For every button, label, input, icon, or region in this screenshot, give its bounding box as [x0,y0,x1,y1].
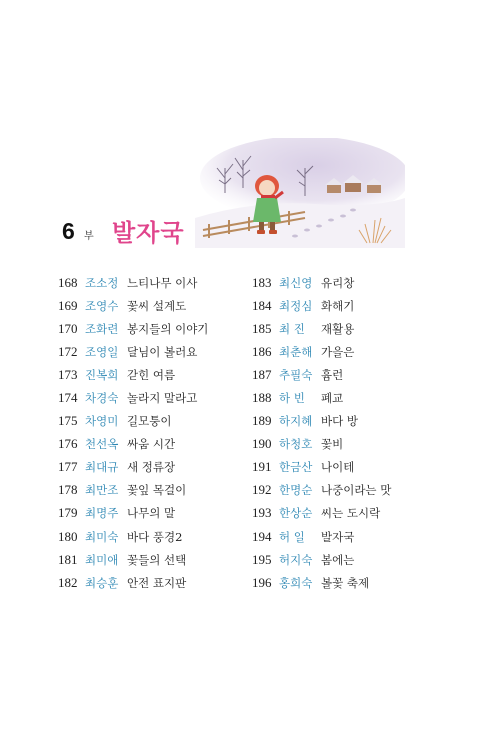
author-name: 천선옥 [85,437,119,452]
page-number: 176 [58,436,78,452]
toc-entry [252,363,391,386]
page-number: 180 [58,528,78,544]
toc-entry [58,456,208,479]
poem-title: 꽃비 [321,437,344,452]
page-number: 185 [252,320,272,336]
poem-title: 꽃잎 목걸이 [127,483,187,498]
toc-entry [58,271,208,294]
toc-entry [252,479,391,502]
author-name: 하청호 [279,437,313,452]
author-name: 차영미 [85,414,119,429]
author-name: 조소정 [85,275,119,290]
author-name: 조영일 [85,344,119,359]
author-name: 최 진 [279,321,305,336]
toc-entry [58,340,208,363]
author-name: 허 일 [279,529,305,544]
page-number: 173 [58,366,78,382]
poem-title: 가을은 [321,344,355,359]
poem-title: 꽃씨 설계도 [127,298,187,313]
page-number: 186 [252,343,272,359]
toc-entry [252,525,391,548]
poem-title: 봄에는 [321,552,355,567]
author-name: 최정심 [279,298,313,313]
toc-entry [252,433,391,456]
toc-entry [58,433,208,456]
author-name: 최미애 [85,552,119,567]
page-number: 188 [252,390,272,406]
author-name: 최명주 [85,506,119,521]
toc-entry [252,386,391,409]
author-name: 한명순 [279,483,313,498]
poem-title: 폐교 [321,391,344,406]
toc-entry [252,548,391,571]
page-number: 196 [252,574,272,590]
poem-title: 씨는 도시락 [321,506,381,521]
poem-title: 볼꽃 축제 [321,575,370,590]
page-number: 192 [252,482,272,498]
author-name: 차경숙 [85,391,119,406]
toc-left-column [58,271,208,594]
poem-title: 화해기 [321,298,355,313]
poem-title: 나이테 [321,460,355,475]
author-name: 최신영 [279,275,313,290]
poem-title: 새 정류장 [127,460,176,475]
author-name: 추필숙 [279,367,313,382]
author-name: 진복희 [85,367,119,382]
poem-title: 나중이라는 맛 [321,483,392,498]
author-name: 최승훈 [85,575,119,590]
toc-entry [252,410,391,433]
toc-entry [58,479,208,502]
toc-right-column [252,271,391,594]
toc-entry [252,294,391,317]
poem-title: 재활용 [321,321,355,336]
author-name: 한금산 [279,460,313,475]
author-name: 최미숙 [85,529,119,544]
author-name: 조화련 [85,321,119,336]
author-name: 한상순 [279,506,313,521]
page-number: 194 [252,528,272,544]
toc-entry [58,386,208,409]
toc-entry [58,294,208,317]
author-name: 허지숙 [279,552,313,567]
page-number: 191 [252,459,272,475]
toc-entry [58,363,208,386]
poem-title: 꽃들의 선택 [127,552,187,567]
page-number: 184 [252,297,272,313]
toc-entry [252,271,391,294]
toc-entry [58,571,208,594]
author-name: 하지혜 [279,414,313,429]
page-number: 178 [58,482,78,498]
page-number: 187 [252,366,272,382]
page-number: 175 [58,413,78,429]
poem-title: 흄런 [321,367,344,382]
author-name: 조영수 [85,298,119,313]
part-title: 발자국 [112,219,185,247]
page-number: 189 [252,413,272,429]
page-number: 169 [58,297,78,313]
poem-title: 느티나무 이사 [127,275,198,290]
toc-entry [252,340,391,363]
winter-girl-illustration [195,138,405,248]
toc-entry [252,456,391,479]
page-number: 182 [58,574,78,590]
poem-title: 안전 표지판 [127,575,187,590]
poem-title: 봉지들의 이야기 [127,321,209,336]
poem-title: 달님이 볼러요 [127,344,198,359]
poem-title: 놀라지 말라고 [127,391,198,406]
toc-entry [252,317,391,340]
author-name: 최대규 [85,460,119,475]
toc-entry [58,502,208,525]
author-name: 하 빈 [279,391,305,406]
poem-title: 바다 풍경2 [127,529,183,544]
toc-entry [58,317,208,340]
poem-title: 싸움 시간 [127,437,176,452]
poem-title: 바다 방 [321,414,358,429]
page-number: 193 [252,505,272,521]
author-name: 최춘해 [279,344,313,359]
toc-entry [58,525,208,548]
part-number: 6 [62,218,75,244]
toc-entry [252,571,391,594]
page-number: 168 [58,274,78,290]
author-name: 최만조 [85,483,119,498]
poem-title: 발자국 [321,529,355,544]
page-number: 172 [58,343,78,359]
toc-entry [252,502,391,525]
page-number: 179 [58,505,78,521]
poem-title: 유리창 [321,275,355,290]
poem-title: 나무의 말 [127,506,176,521]
page-number: 195 [252,551,272,567]
page-number: 177 [58,459,78,475]
poem-title: 갇힌 여름 [127,367,176,382]
page-number: 181 [58,551,78,567]
page-number: 170 [58,320,78,336]
part-suffix: 부 [84,231,94,242]
toc-entry [58,548,208,571]
toc-entry [58,410,208,433]
author-name: 홍희숙 [279,575,313,590]
page-number: 174 [58,390,78,406]
page-number: 190 [252,436,272,452]
poem-title: 길모퉁이 [127,414,172,429]
page-number: 183 [252,274,272,290]
